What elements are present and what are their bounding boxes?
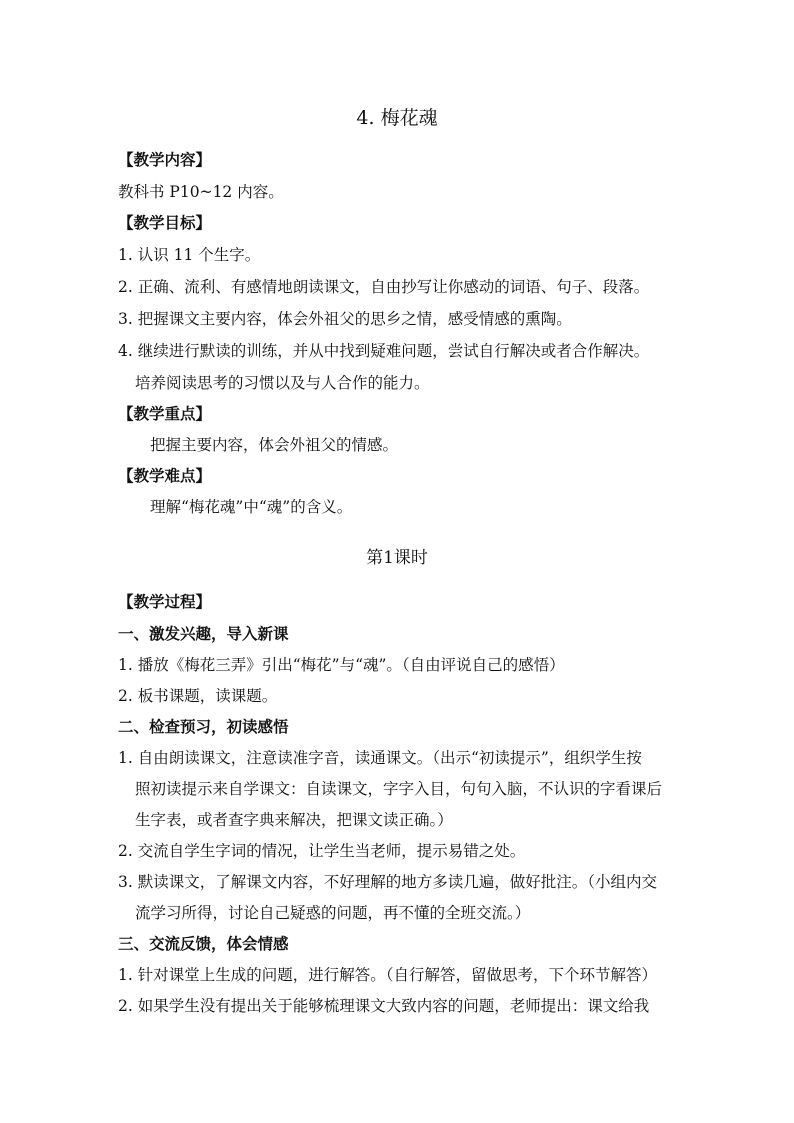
part-1-heading: 一、激发兴趣，导入新课 [118, 624, 289, 643]
part-2-item-1-continued: 照初读提示来自学课文：自读课文，字字入目，句句入脑，不认识的字看课后 [135, 780, 663, 798]
teaching-focus-heading: 【教学重点】 [118, 404, 212, 423]
goal-item-4-continued: 培养阅读思考的习惯以及与人合作的能力。 [135, 374, 430, 392]
part-1-item-2: 2. 板书课题，读课题。 [118, 687, 278, 705]
part-3-heading: 三、交流反馈，体会情感 [118, 934, 289, 953]
goal-item-4: 4. 继续进行默读的训练，并从中找到疑难问题，尝试自行解决或者合作解决。 [118, 342, 650, 360]
goal-item-1: 1. 认识 11 个生字。 [118, 246, 261, 264]
part-1-item-1: 1. 播放《梅花三弄》引出“梅花”与“魂”。（自由评说自己的感悟） [118, 656, 565, 674]
part-3-item-1: 1. 针对课堂上生成的问题，进行解答。（自行解答，留做思考，下个环节解答） [118, 966, 657, 984]
part-2-item-3-continued: 流学习所得，讨论自己疑惑的问题，再不懂的全班交流。） [135, 904, 531, 922]
document-title: 4. 梅花魂 [356, 107, 438, 129]
part-2-item-1: 1. 自由朗读课文，注意读准字音，读通课文。（出示“初读提示”，组织学生按 [118, 749, 642, 767]
goal-item-3: 3. 把握课文主要内容，体会外祖父的思乡之情，感受情感的熏陶。 [118, 310, 572, 328]
part-2-item-3: 3. 默读课文，了解课文内容，不好理解的地方多读几遍，做好批注。（小组内交 [118, 873, 657, 891]
teaching-difficulty-heading: 【教学难点】 [118, 466, 212, 485]
teaching-goals-heading: 【教学目标】 [118, 213, 212, 232]
teaching-difficulty-text: 理解“梅花魂”中“魂”的含义。 [150, 498, 353, 516]
teaching-content-heading: 【教学内容】 [118, 150, 212, 169]
teaching-focus-text: 把握主要内容，体会外祖父的情感。 [150, 436, 399, 454]
teaching-process-heading: 【教学过程】 [118, 592, 212, 611]
teaching-content-text: 教科书 P10~12 内容。 [118, 183, 284, 201]
part-2-heading: 二、检查预习，初读感悟 [118, 717, 289, 736]
lesson-title: 第1课时 [366, 548, 428, 568]
part-3-item-2: 2. 如果学生没有提出关于能够梳理课文大致内容的问题，老师提出：课文给我 [118, 997, 650, 1015]
part-2-item-1-continued-2: 生字表，或者查字典来解决，把课文读正确。） [135, 811, 453, 829]
goal-item-2: 2. 正确、流利、有感情地朗读课文，自由抄写让你感动的词语、句子、段落。 [118, 278, 650, 296]
part-2-item-2: 2. 交流自学生字词的情况，让学生当老师，提示易错之处。 [118, 842, 526, 860]
